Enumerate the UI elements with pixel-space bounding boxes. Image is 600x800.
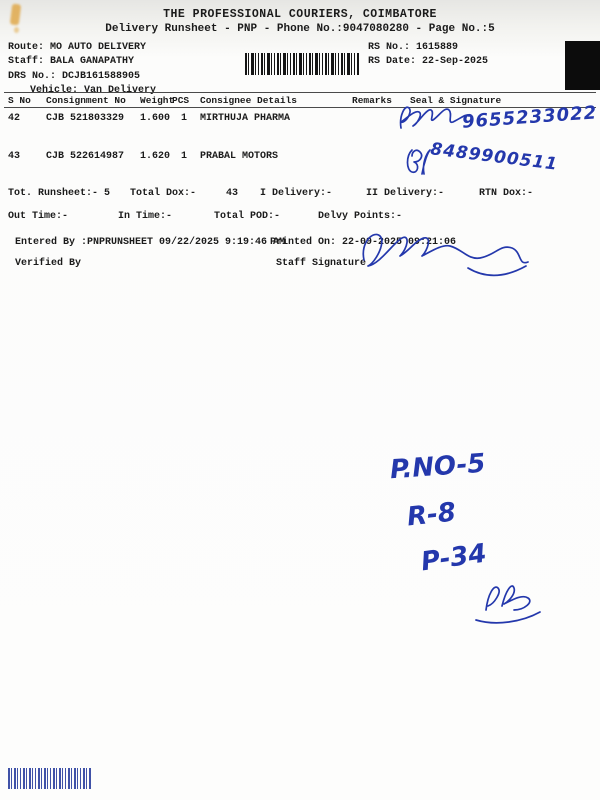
- total-dox-label: Total Dox:-: [130, 188, 197, 199]
- row-43-handwritten-phone: 8489900511: [429, 139, 560, 175]
- staff-field: Staff: BALA GANAPATHY: [8, 56, 135, 67]
- rs-no-field: RS No.: 1615889: [368, 42, 459, 53]
- tot-runsheet-field: Tot. Runsheet:- 5: [8, 188, 111, 199]
- delvy-points-field: Delvy Points:-: [318, 211, 403, 222]
- rs-date-field: RS Date: 22-Sep-2025: [368, 56, 489, 67]
- row-43-initials-scribble: [402, 144, 432, 180]
- company-title: THE PROFESSIONAL COURIERS, COIMBATORE: [163, 8, 437, 21]
- printed-on-field: Printed On: 22-09-2025 09:21:06: [270, 237, 457, 248]
- handwritten-note-r: R-8: [405, 497, 458, 533]
- handwritten-note-p: P-34: [419, 538, 489, 578]
- total-dox-value: 43: [226, 188, 239, 199]
- row-42-sno: 42: [8, 113, 21, 124]
- route-field: Route: MO AUTO DELIVERY: [8, 42, 147, 53]
- handwritten-initials-scribble: [470, 576, 545, 631]
- total-pod-field: Total POD:-: [214, 211, 281, 222]
- i-delivery-field: I Delivery:-: [260, 188, 333, 199]
- out-time-field: Out Time:-: [8, 211, 69, 222]
- col-header-seal: Seal & Signature: [410, 95, 502, 106]
- row-42-consignee: MIRTHUJA PHARMA: [200, 113, 291, 124]
- in-time-field: In Time:-: [118, 211, 173, 222]
- row-43-consignee: PRABAL MOTORS: [200, 151, 279, 162]
- col-header-consignment: Consignment No: [46, 95, 126, 106]
- row-42-signature-scribble: [393, 98, 471, 136]
- col-header-remarks: Remarks: [352, 95, 392, 106]
- staff-signature-scribble: [350, 222, 535, 292]
- col-header-pcs: PCS: [172, 95, 190, 106]
- scan-edge-artifact: [565, 41, 600, 90]
- table-top-rule: [4, 92, 596, 93]
- row-42-weight: 1.600: [140, 113, 171, 124]
- rtn-dox-field: RTN Dox:-: [479, 188, 534, 199]
- row-42-pcs: 1: [181, 113, 188, 124]
- drs-no-field: DRS No.: DCJB161588905: [8, 71, 141, 82]
- col-header-weight: Weight: [140, 95, 175, 106]
- row-43-sno: 43: [8, 151, 21, 162]
- row-43-pcs: 1: [181, 151, 188, 162]
- bottom-blue-barcode: [8, 768, 92, 789]
- row-42-consignment: CJB 521803329: [46, 113, 125, 124]
- ii-delivery-field: II Delivery:-: [366, 188, 445, 199]
- row-42-handwritten-phone: 9655233022: [461, 102, 598, 133]
- staff-signature-label: Staff Signature: [276, 258, 367, 269]
- col-header-consignee: Consignee Details: [200, 95, 297, 106]
- verified-by-label: Verified By: [15, 258, 82, 269]
- row-43-weight: 1.620: [140, 151, 171, 162]
- vehicle-field: Vehicle: Van Delivery: [30, 85, 157, 96]
- entered-by-field: Entered By :PNPRUNSHEET 09/22/2025 9:19:46 AM: [15, 237, 286, 248]
- col-header-sno: S No: [8, 95, 31, 106]
- consignment-barcode: [245, 53, 360, 75]
- row-43-consignment: CJB 522614987: [46, 151, 125, 162]
- handwritten-note-pno: P.NO-5: [389, 448, 487, 486]
- runsheet-subtitle: Delivery Runsheet - PNP - Phone No.:9047080280 - Page No.:5: [105, 23, 495, 35]
